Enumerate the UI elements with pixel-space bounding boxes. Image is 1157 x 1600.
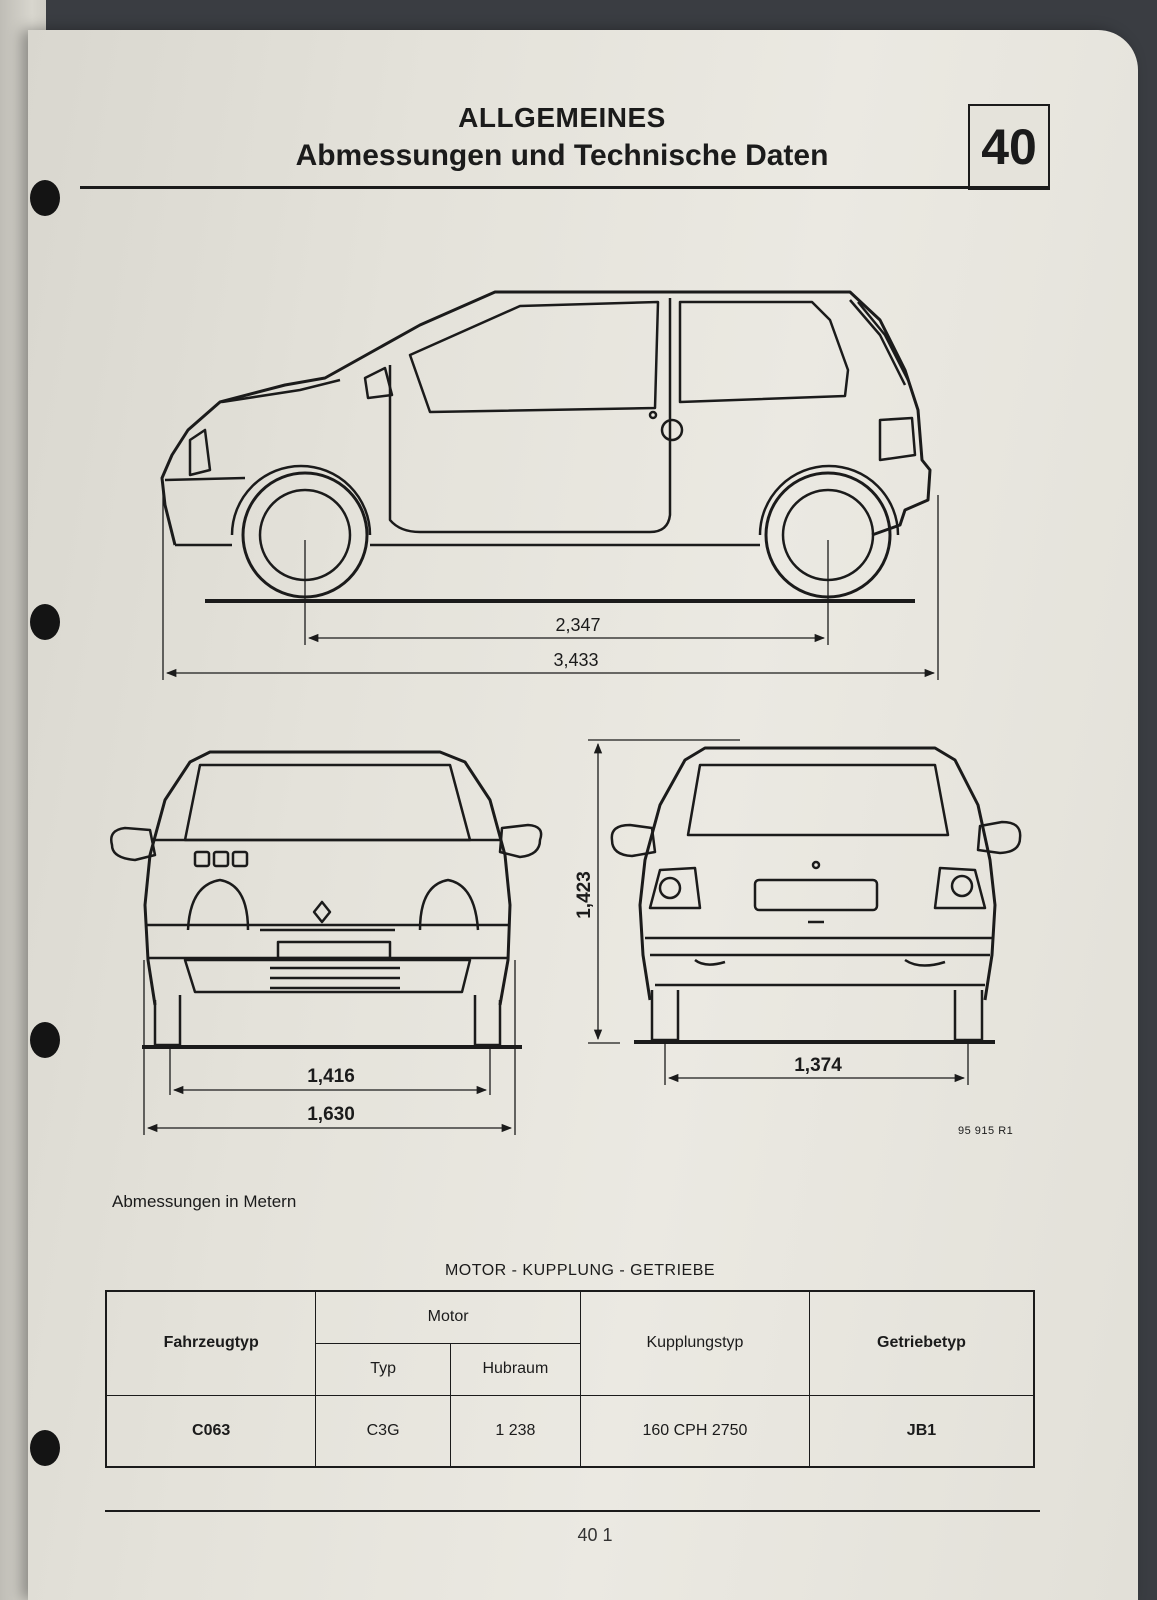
header-vehicle-type: Fahrzeugtyp (106, 1291, 316, 1395)
length-label: 3,433 (553, 650, 599, 670)
page-title: ALLGEMEINES (458, 102, 666, 133)
page-subtitle: Abmessungen und Technische Daten (295, 139, 829, 172)
header-displacement: Hubraum (450, 1343, 580, 1395)
figure-code: 95 915 R1 (958, 1125, 1014, 1137)
cell-vehicle-type: C063 (106, 1395, 316, 1467)
side-view-car (162, 292, 930, 597)
table-title: MOTOR - KUPPLUNG - GETRIEBE (444, 1262, 716, 1279)
height-label: 1,423 (574, 871, 595, 919)
dimensions-caption: Abmessungen in Metern (112, 1192, 297, 1211)
front-view-car (111, 752, 541, 1045)
rear-track-label: 1,374 (794, 1055, 842, 1076)
page-number: 40 1 (577, 1525, 613, 1545)
rear-view-car (612, 748, 1020, 1040)
table-row (106, 1395, 1034, 1467)
header-gearbox-type: Getriebetyp (809, 1291, 1034, 1395)
header-engine-type: Typ (316, 1343, 451, 1395)
footer-rule (105, 1510, 1040, 1512)
width-label: 1,630 (307, 1104, 355, 1125)
cell-displacement: 1 238 (450, 1395, 580, 1467)
cell-gearbox-type: JB1 (809, 1395, 1034, 1467)
header-engine: Motor (316, 1291, 581, 1343)
cell-clutch-type: 160 CPH 2750 (580, 1395, 809, 1467)
wheelbase-label: 2,347 (555, 615, 601, 635)
spec-table (105, 1290, 1035, 1468)
header-clutch-type: Kupplungstyp (580, 1291, 809, 1395)
cell-engine-type: C3G (316, 1395, 451, 1467)
front-track-label: 1,416 (307, 1066, 355, 1087)
section-number-badge: 40 (968, 104, 1050, 190)
